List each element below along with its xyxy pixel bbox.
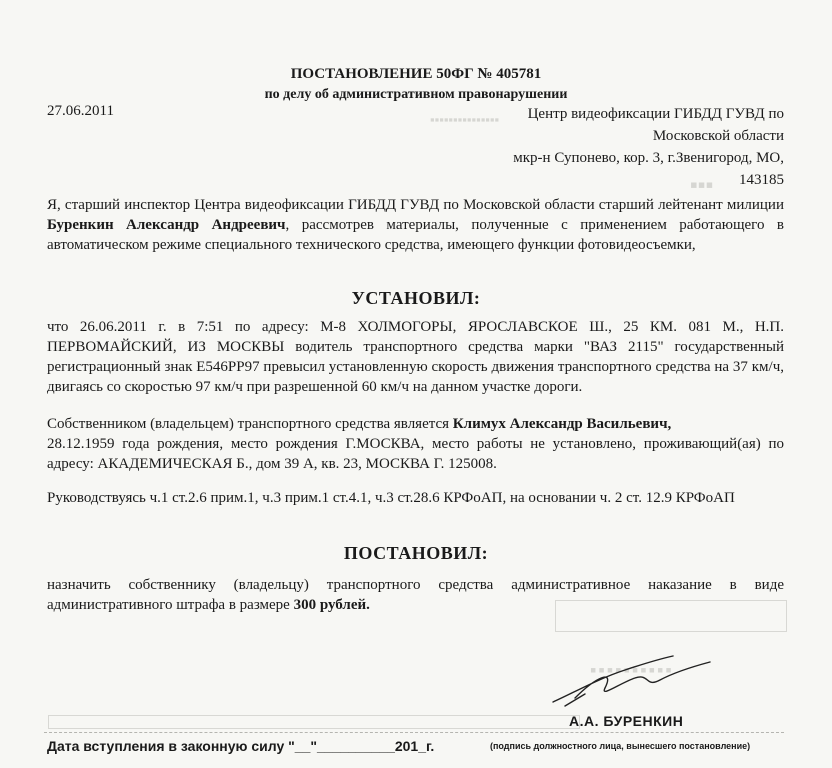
effective-date-line: Дата вступления в законную силу "__"__________201_г. bbox=[47, 738, 435, 754]
document-number: 50ФГ № 405781 bbox=[436, 66, 542, 82]
bleed-through-text: ▪▪▪ bbox=[690, 172, 714, 197]
signature-caption: (подпись должностного лица, вынесшего постановление) bbox=[490, 741, 751, 751]
org-line: 143185 bbox=[739, 172, 784, 188]
org-line: мкр-н Супонево, кор. 3, г.Звенигород, МО, bbox=[513, 150, 784, 166]
section-heading-established: УСТАНОВИЛ: bbox=[351, 288, 481, 308]
intro-paragraph bbox=[47, 195, 784, 255]
section-heading-decided: ПОСТАНОВИЛ: bbox=[343, 543, 489, 563]
fine-amount: 300 рублей. bbox=[293, 597, 370, 613]
document-subtitle: по делу об административном правонарушении bbox=[264, 87, 568, 102]
document-title bbox=[0, 66, 832, 83]
bleed-through-text: ▪▪▪▪▪▪▪▪▪▪ bbox=[590, 660, 674, 680]
owner-intro: Собственником (владельцем) транспортного средства является bbox=[47, 416, 453, 432]
owner-paragraph bbox=[47, 414, 784, 474]
legal-basis-paragraph: Руководствуясь ч.1 ст.2.6 прим.1, ч.3 прим.1 ст.4.1, ч.3 ст.28.6 КРФоАП, на основании ч. 2 ст. 12.9 КРФоАП bbox=[47, 490, 735, 506]
title-word: ПОСТАНОВЛЕНИЕ bbox=[290, 66, 433, 82]
signer-name: А.А. БУРЕНКИН bbox=[569, 713, 684, 729]
intro-text: , рассмотрев материалы, полученные с применением работающего в автоматическом режиме специального технического средства, имеющего функции фотовидеосъемки, bbox=[47, 217, 784, 253]
owner-details: 28.12.1959 года рождения, место рождения Г.МОСКВА, место работы не установлено, проживающий(ая) по адресу: АКАДЕМИЧЕСКАЯ Б., дом 39 А, кв. 23, МОСКВА Г. 125008. bbox=[47, 436, 784, 472]
handwritten-signature bbox=[545, 648, 715, 710]
organization-address bbox=[364, 103, 784, 191]
decision-text: назначить собственнику (владельцу) транспортного средства административное наказание в виде административного штрафа в размере bbox=[47, 577, 784, 613]
bleed-through-box bbox=[48, 715, 580, 729]
decision-paragraph bbox=[47, 575, 784, 615]
org-line: Московской области bbox=[652, 128, 784, 144]
violation-paragraph: что 26.06.2011 г. в 7:51 по адресу: М-8 ХОЛМОГОРЫ, ЯРОСЛАВСКОЕ Ш., 25 КМ. 081 М., Н.П. ПЕРВОМАЙСКИЙ, ИЗ МОСКВЫ водитель транспортного средства марки "ВАЗ 2115" государственный регистрационный знак Е546РР97 превысил установленную скорость движения транспортного средства на 37 км/ч, двигаясь со скоростью 97 км/ч при разрешенной 60 км/ч на данном участке дороги. bbox=[47, 319, 784, 395]
divider bbox=[44, 732, 784, 733]
intro-text: Я, старший инспектор Центра видеофиксации ГИБДД ГУВД по Московской области старший лейтенант милиции bbox=[47, 197, 784, 213]
org-line: Центр видеофиксации ГИБДД ГУВД по bbox=[527, 106, 784, 122]
owner-name: Климух Александр Васильевич, bbox=[452, 416, 672, 432]
bleed-through-text: ▪▪▪▪▪▪▪▪▪▪▪▪▪▪▪ bbox=[430, 112, 500, 127]
inspector-name: Буренкин Александр Андреевич bbox=[47, 217, 286, 233]
document-date: 27.06.2011 bbox=[47, 103, 114, 119]
